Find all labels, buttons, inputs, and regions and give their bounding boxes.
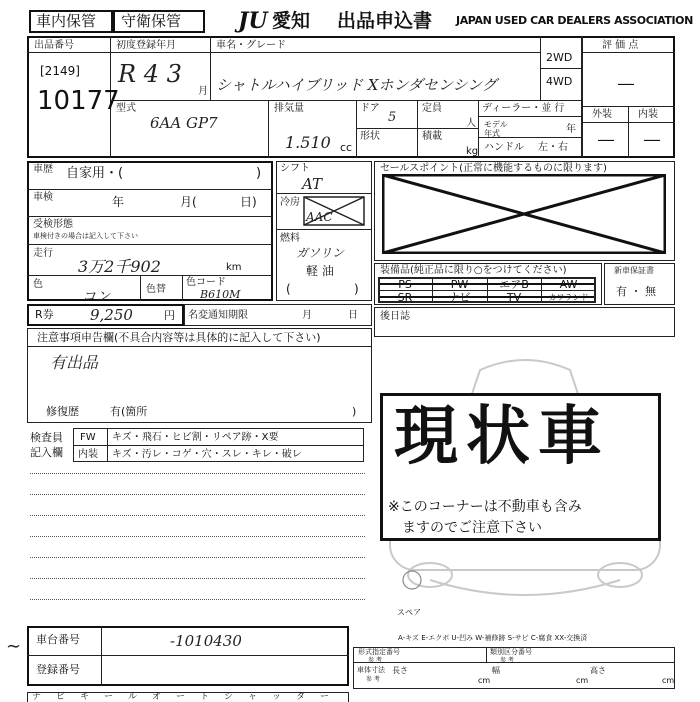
model-type-label: 型式 — [116, 103, 136, 114]
notes-label: 注意事項申告欄(不具合内容等は具体的に記入して下さい) — [37, 331, 321, 344]
color-label: 色 — [33, 279, 43, 290]
displacement-value: 1.510 — [285, 133, 331, 152]
repair-history-close: ) — [352, 405, 357, 418]
width-unit: cm — [576, 676, 589, 685]
bottom-option-cell: ビ — [56, 692, 66, 702]
mileage-label: 走行 — [33, 248, 53, 259]
writein-line — [30, 494, 365, 495]
shift-value: AT — [302, 175, 323, 193]
damage-legend: A-キズ E-エクボ U-凹み W-補修跡 S-サビ C-腐食 XX-交換済 — [398, 634, 588, 642]
writein-line — [30, 599, 365, 600]
fuel-value: ガソリン — [296, 246, 345, 260]
displacement-label: 排気量 — [274, 103, 304, 114]
inspector-interior-items: キズ・汚レ・コゲ・穴・スレ・キレ・破レ — [112, 449, 302, 460]
name-change-day: 日 — [348, 310, 358, 321]
inspection-month: 月( — [180, 195, 197, 209]
notes-value: 有出品 — [50, 353, 99, 372]
history-label: 車歴 — [33, 164, 53, 175]
score-label: 評 価 点 — [602, 40, 639, 51]
fuel-alt: 軽 油 — [306, 264, 334, 278]
displacement-unit: cc — [340, 141, 353, 154]
tab-guard-storage-label: 守衛保管 — [121, 12, 182, 30]
equipment-item: エアB — [499, 278, 529, 291]
equipment-item: ナビ — [448, 291, 471, 304]
name-change-month: 月 — [302, 310, 312, 321]
first-reg-label: 初度登録年月 — [116, 40, 176, 51]
bottom-option-cell: シ — [224, 692, 234, 702]
handle-value: 左・右 — [538, 142, 568, 153]
sales-point-cross-mark — [382, 174, 666, 254]
bottom-option-cell: オ — [152, 692, 162, 702]
length-unit: cm — [478, 676, 491, 685]
bottom-option-cell: キ — [80, 692, 90, 702]
drive-4wd: 4WD — [546, 75, 573, 88]
lot-number-label: 出品番号 — [34, 40, 74, 51]
receipt-label: 受検形態 — [33, 219, 73, 230]
door-label: ドア — [360, 103, 380, 114]
equipment-item: PW — [450, 278, 469, 291]
chassis-label: 車台番号 — [36, 633, 80, 646]
bottom-option-cell: ト — [200, 692, 210, 702]
sales-point-label: セールスポイント(正常に機能するものに限ります) — [380, 163, 607, 174]
type-code-label: 形式指定番号 — [358, 648, 400, 656]
shift-block — [276, 161, 372, 301]
inspector-fw: FW — [80, 432, 96, 443]
equipment-item: カワランド — [548, 293, 589, 302]
mileage-unit: km — [226, 262, 242, 273]
ac-label: 冷房 — [280, 197, 300, 208]
color-value: コン — [82, 289, 110, 305]
capacity-unit: 人 — [466, 118, 476, 129]
equipment-item: TV — [506, 291, 522, 304]
top-block — [27, 36, 675, 158]
lot-bracket: [2149] — [40, 64, 80, 78]
size-label: 車体寸法 — [357, 666, 385, 674]
equipment-item: AW — [559, 278, 578, 291]
equipment-strike — [380, 296, 594, 298]
writein-line — [30, 515, 365, 516]
car-name-label: 車名・グレード — [216, 40, 286, 51]
doc-title: 出品申込書 — [337, 10, 433, 32]
type-code-ref: 参 考 — [368, 657, 382, 664]
shift-label: シフト — [280, 163, 310, 174]
inspection-day: 日) — [240, 195, 257, 209]
height-label: 高さ — [590, 666, 606, 675]
plate-label: 登録番号 — [36, 663, 80, 676]
as-is-title: 現状車 — [394, 399, 610, 474]
inspection-label: 車検 — [33, 192, 53, 203]
ac-value: AAC — [306, 210, 333, 224]
writein-line — [30, 578, 365, 579]
month-unit: 月 — [198, 86, 208, 97]
tab-inside-storage-label: 車内保管 — [36, 12, 97, 30]
recycle-value: 9,250 — [90, 306, 133, 324]
dealer-label: ディーラー・並 行 — [482, 103, 565, 114]
repair-history-value: 有(箇所 — [110, 405, 148, 418]
bottom-option-cell: ャ — [248, 692, 258, 702]
year-unit: 年 — [566, 124, 576, 135]
bottom-option-cell: ー — [176, 692, 186, 702]
color-code-value: B610M — [200, 288, 241, 301]
handle-label: ハンドル — [484, 142, 524, 153]
load-unit: kg — [466, 146, 479, 157]
score-int-label: 内装 — [638, 109, 658, 120]
lot-number: 10177 — [37, 86, 120, 116]
bottom-option-cell: ー — [320, 692, 330, 702]
ju-logo: JU — [238, 8, 268, 34]
mileage-value: 3万2千902 — [78, 257, 161, 276]
bottom-option-cell: ナ — [32, 692, 42, 702]
door-value: 5 — [388, 110, 397, 125]
score-value: ― — [618, 74, 634, 93]
spare-label: スペア — [397, 608, 421, 617]
car-name-value: シャトルハイブリッド Xホンダセンシング — [216, 76, 497, 94]
category-label: 類別区分番号 — [490, 648, 532, 656]
fuel-label: 燃料 — [280, 233, 300, 244]
score-ext-value: ― — [598, 130, 614, 149]
score-ext-label: 外装 — [592, 109, 612, 120]
model-year-label: モデル年式 — [484, 120, 508, 138]
history-value: 自家用・( — [66, 166, 124, 181]
association-name: JAPAN USED CAR DEALERS ASSOCIATION — [456, 14, 693, 27]
after-notes-block — [374, 307, 675, 337]
capacity-label: 定員 — [422, 103, 442, 114]
as-is-note-1: ※このコーナーは不動車も含み — [388, 499, 582, 515]
receipt-note: 車検付きの場合は記入して下さい — [33, 232, 138, 240]
new-car-warranty-label: 新車保証書 — [614, 266, 654, 275]
inspector-label: 検査員 — [30, 431, 63, 444]
shape-label: 形状 — [360, 131, 380, 142]
writein-line — [30, 557, 365, 558]
equipment-item: PS — [398, 278, 412, 291]
new-car-warranty-value: 有 ・ 無 — [616, 285, 656, 298]
bottom-option-cell: タ — [296, 692, 306, 702]
width-label: 幅 — [492, 666, 500, 675]
equipment-label: 装備品(純正品に限り○をつけてください) — [380, 265, 567, 276]
chassis-value: -1010430 — [170, 632, 242, 650]
score-int-value: ― — [644, 130, 660, 149]
margin-mark: ∼ — [6, 636, 22, 657]
inspection-year: 年 — [112, 195, 125, 209]
bottom-option-cell: ー — [104, 692, 114, 702]
inspector-label-2: 記入欄 — [30, 446, 63, 459]
size-ref: 参 考 — [366, 676, 380, 683]
ac-cross-mark — [303, 196, 365, 226]
length-label: 長さ — [392, 666, 408, 675]
equipment-item: SR — [397, 291, 413, 304]
as-is-note-2: ますのでご注意下さい — [402, 520, 542, 536]
repair-history-label: 修復歴 — [46, 405, 79, 418]
recycle-unit: 円 — [164, 309, 175, 322]
fuel-paren-open: ( — [286, 282, 291, 296]
fuel-paren-close: ) — [354, 282, 359, 296]
equipment-strike — [380, 283, 594, 285]
model-type-value: 6AA GP7 — [150, 114, 218, 132]
inspector-interior: 内装 — [78, 449, 98, 460]
height-unit: cm — [662, 676, 675, 685]
name-change-label: 名変通知期限 — [188, 310, 248, 321]
drive-2wd: 2WD — [546, 51, 573, 64]
first-reg-value: R 4 3 — [118, 60, 182, 88]
history-close: ) — [256, 166, 262, 181]
writein-line — [30, 536, 365, 537]
history-block — [27, 161, 273, 301]
recycle-label: R券 — [35, 308, 54, 321]
bottom-option-cell: ッ — [272, 692, 282, 702]
bottom-option-cell: ル — [128, 692, 138, 702]
writein-line — [30, 473, 365, 474]
load-label: 積載 — [422, 131, 442, 142]
color-change-label: 色替 — [146, 284, 166, 295]
category-ref: 参 考 — [500, 657, 514, 664]
org-name: 愛知 — [272, 10, 311, 32]
inspector-fw-items: キズ・飛石・ヒビ割・リペア跡・X要 — [112, 432, 279, 443]
color-code-label: 色コード — [186, 277, 226, 288]
after-notes-label: 後日誌 — [380, 311, 410, 322]
